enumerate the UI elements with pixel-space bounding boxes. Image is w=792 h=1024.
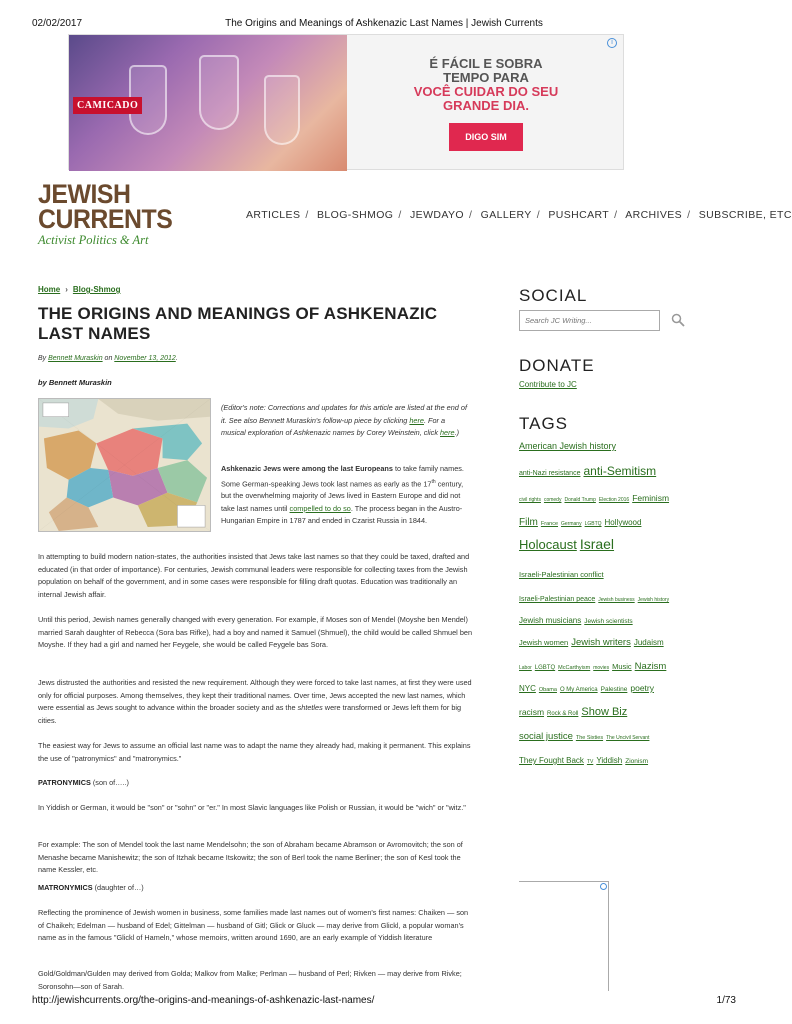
tag-link[interactable]: Nazism <box>634 661 667 672</box>
music-link[interactable]: here <box>440 428 455 437</box>
breadcrumb-home[interactable]: Home <box>38 285 61 294</box>
nav-item-articles[interactable]: ARTICLES <box>246 209 301 221</box>
nav-item-subscribe[interactable]: SUBSCRIBE, ETC <box>698 209 792 221</box>
section-heading-patronymics <box>38 777 474 790</box>
editors-note <box>221 402 468 440</box>
tag-link[interactable]: Hollywood <box>604 518 642 527</box>
byline-end: . <box>175 355 178 362</box>
byline-author-link[interactable]: Bennett Muraskin <box>48 355 103 362</box>
search-icon[interactable] <box>671 313 685 327</box>
tag-link[interactable]: NYC <box>519 684 536 693</box>
print-url: http://jewishcurrents.org/the-origins-and-meanings-of-ashkenazic-last-names/ <box>32 995 375 1006</box>
tag-link[interactable]: Obama <box>538 687 557 693</box>
intro-paragraph <box>221 463 470 528</box>
paragraph-text: Jews distrusted the authorities and resisted the new requirement. Although they were forced to take last names, at first they were used only for official purposes. Among themselves, they kept their traditional names. Over time, Jews accepted the new last names, which were essential as Jews sought to advance within the broader society and as the <box>38 678 472 712</box>
byline-prefix: By <box>38 355 49 362</box>
tag-link[interactable]: racism <box>519 707 545 717</box>
followup-link[interactable]: here <box>409 415 424 425</box>
print-page-number: 1/73 <box>716 995 736 1006</box>
nav-separator: / <box>614 209 618 221</box>
nav-item-pushcart[interactable]: PUSHCART <box>548 209 610 221</box>
tag-row <box>519 564 607 582</box>
tag-link[interactable]: Labor <box>519 665 532 671</box>
nav-item-archives[interactable]: ARCHIVES <box>625 209 683 221</box>
tag-link[interactable]: Jewish women <box>519 638 569 647</box>
social-heading: SOCIAL <box>519 286 588 305</box>
nav-separator: / <box>468 209 473 221</box>
tag-row <box>519 750 651 768</box>
tag-link[interactable]: movies <box>593 665 610 671</box>
section-heading-matronymics <box>38 882 474 895</box>
tag-link[interactable]: Feminism <box>632 493 670 503</box>
breadcrumb <box>38 285 120 294</box>
tag-link[interactable]: The Uncivil Servant <box>606 735 650 741</box>
article-title: THE ORIGINS AND MEANINGS OF ASHKENAZIC LAST NAMES <box>38 304 438 343</box>
tag-link[interactable]: Jewish writers <box>571 637 631 648</box>
tag-link[interactable]: The Sixties <box>575 735 604 741</box>
ad-line: TEMPO PARA <box>443 70 529 85</box>
heading-rest: (daughter of…) <box>92 883 144 892</box>
intro-lead: Ashkenazic Jews were among the last Europeans <box>221 464 393 473</box>
tag-link[interactable]: Show Biz <box>581 706 628 718</box>
tag-link[interactable]: Film <box>519 517 538 528</box>
tag-link[interactable]: LGBTQ <box>534 665 556 671</box>
tag-link[interactable]: Jewish business <box>598 597 635 603</box>
tag-link[interactable]: Rock & Roll <box>547 711 579 717</box>
ad-line: É FÁCIL E SOBRA <box>429 56 543 71</box>
print-page-title: The Origins and Meanings of Ashkenazic Last Names | Jewish Currents <box>225 18 543 29</box>
breadcrumb-section[interactable]: Blog-Shmog <box>72 285 121 294</box>
main-nav <box>246 209 792 221</box>
sidebar-ad[interactable] <box>519 881 609 991</box>
tag-link[interactable]: Holocaust <box>519 537 577 552</box>
tag-row <box>519 536 617 554</box>
ashkenazic-map-image <box>38 398 211 532</box>
tag-link[interactable]: Israeli-Palestinian conflict <box>519 570 604 579</box>
note-text: .) <box>454 428 460 437</box>
byline <box>38 355 178 362</box>
tag-row <box>519 726 652 744</box>
ad-brand-logo: CAMICADO <box>73 97 142 114</box>
intro-sup: th <box>431 478 436 485</box>
tag-row <box>519 632 667 650</box>
tag-link[interactable]: Germany <box>561 521 582 527</box>
tag-link[interactable]: anti-Semitism <box>583 464 657 478</box>
paragraph <box>38 677 474 727</box>
tag-link[interactable]: Zionism <box>625 758 649 765</box>
tag-link[interactable]: Jewish history <box>637 597 670 603</box>
tag-link[interactable]: Election 2016 <box>598 497 630 503</box>
tag-link[interactable]: Donald Trump <box>564 497 596 503</box>
banner-ad[interactable] <box>68 34 624 170</box>
nav-separator: / <box>687 209 691 221</box>
paragraph: For example: The son of Mendel took the last name Mendelsohn; the son of Abraham became Abramson or Avromovitch; the son of Menashe became Manishewitz; the son of Itzhak became Itskowitz; the son of Berl took the name Berliner; the son of Kesl took the name Kessler, etc. <box>38 840 463 874</box>
ad-line: GRANDE DIA. <box>443 98 529 113</box>
tag-link[interactable]: Jewish scientists <box>584 618 633 625</box>
tag-link[interactable]: Palestine <box>600 686 628 693</box>
paragraph: Gold/Goldman/Gulden may derived from Golda; Malkov from Malke; Perlman — husband of Perl; Rivken — may derive from Rivke; Soronsohn—son of Sarah. <box>38 969 462 991</box>
shtetles-term: shtetles <box>297 703 323 712</box>
breadcrumb-arrow-icon: › <box>65 285 68 294</box>
heading-rest: (son of…..) <box>90 778 129 787</box>
tag-link[interactable]: O My America <box>559 687 598 693</box>
tag-row <box>519 436 619 454</box>
nav-item-blog-shmog[interactable]: BLOG-SHMOG <box>317 209 394 221</box>
compelled-link[interactable]: compelled to do so <box>289 503 351 513</box>
nav-item-jewdayo[interactable]: JEWDAYO <box>410 209 464 221</box>
tag-row <box>519 702 630 720</box>
ad-copy <box>347 57 625 113</box>
donate-link[interactable]: Contribute to JC <box>519 380 577 389</box>
adchoices-icon[interactable]: i <box>607 38 617 48</box>
tag-row <box>519 678 657 696</box>
paragraph: The easiest way for Jews to assume an official last name was to adapt the name they already had, making it permanent. This explains the use of "patronymics" and "matronymics." <box>38 741 471 763</box>
intro-text: century, but the overwhelming majority of Jews lived in Eastern Europe and did not take last names until <box>221 478 464 513</box>
tag-link[interactable]: comedy <box>543 497 562 503</box>
ad-cta-button[interactable]: DIGO SIM <box>449 123 523 151</box>
adchoices-icon[interactable] <box>600 883 607 890</box>
tag-link[interactable]: McCarthyism <box>558 665 591 671</box>
tag-link[interactable]: TV <box>586 759 594 765</box>
tag-row <box>519 488 672 506</box>
nav-separator: / <box>305 209 309 221</box>
author-line: by Bennett Muraskin <box>38 378 112 387</box>
tag-link[interactable]: Jewish musicians <box>519 616 582 625</box>
tag-link[interactable]: They Fought Back <box>519 756 584 765</box>
nav-separator: / <box>398 209 402 221</box>
paragraph: Until this period, Jewish names generally changed with every generation. For example, if Moses son of Mendel (Moyshe ben Mendel) married Sarah daughter of Rebecca (Sora bas Rifke), had a boy and named it Samuel (Shmuel), the child would be called Shmuel ben Moyshe. If they had a girl and named her Feygele, she would be called Feygele bas Sora. <box>38 615 473 649</box>
tag-row <box>519 588 672 606</box>
tag-link[interactable]: LGBTQ <box>584 521 602 527</box>
print-date: 02/02/2017 <box>32 18 83 29</box>
tag-row <box>519 656 669 674</box>
tag-link[interactable]: social justice <box>519 731 573 742</box>
nav-separator: / <box>536 209 541 221</box>
donate-heading: DONATE <box>519 356 595 375</box>
note-text: (Editor's note: Corrections and updates for this article are listed at the end of it. See also Bennett Muraskin's follow-up piece by clicking <box>221 403 467 425</box>
intro-text: . The process began in the Austro-Hungarian Empire in 1787 and ended in Czarist Russia in 1844. <box>221 503 463 526</box>
site-logo[interactable] <box>38 179 184 248</box>
tag-row <box>519 462 659 480</box>
byline-date-link[interactable]: November 13, 2012 <box>114 355 176 362</box>
tags-heading: TAGS <box>519 414 569 433</box>
paragraph: In attempting to build modern nation-states, the authorities insisted that Jews take last names so that they could be taxed, drafted and educated (in that order of importance). For centuries, Jewish communal leaders were responsible for collecting taxes from the Jewish population on behalf of the government, and in some cases were responsible for filling draft quotas. Education was traditionally an internal Jewish affair. <box>38 552 470 599</box>
tag-link[interactable]: Israeli-Palestinian peace <box>519 596 596 603</box>
paragraph-text: were transformed or Jews left them for big cities. <box>38 703 462 725</box>
tag-link[interactable]: Yiddish <box>596 756 623 765</box>
ad-photo <box>69 35 347 171</box>
search-input[interactable] <box>519 310 660 331</box>
heading-bold: PATRONYMICS <box>38 778 91 787</box>
nav-item-gallery[interactable]: GALLERY <box>480 209 532 221</box>
heading-bold: MATRONYMICS <box>38 883 93 892</box>
logo-tagline: Activist Politics & Art <box>38 233 149 247</box>
ad-line: VOCÊ CUIDAR DO SEU <box>413 84 559 99</box>
tag-link[interactable]: Judaism <box>633 638 664 647</box>
intro-text: to take family names. Some German-speaking Jews took last names as early as the 17 <box>221 464 464 488</box>
tag-link[interactable]: American Jewish history <box>519 441 617 451</box>
tag-link[interactable]: France <box>540 521 559 527</box>
logo-line-2: CURRENTS <box>38 204 173 234</box>
tag-link[interactable]: Israel <box>579 536 615 552</box>
paragraph: In Yiddish or German, it would be "son" or "sohn" or "er." In most Slavic languages like Polish or Russian, it would be "wich" or "witz." <box>38 803 466 812</box>
tag-link[interactable]: Music <box>612 662 632 671</box>
byline-on: on <box>102 355 115 362</box>
logo-line-1: JEWISH <box>38 179 131 209</box>
tag-row <box>519 512 644 530</box>
paragraph: Reflecting the prominence of Jewish women in business, some families made last names out of women's first names: Chaiken — son of Chaikeh; Edelman — husband of Edel; Gittelman — husband of Gitl; Glick or Gluck — may derive from Glickl, a popular woman's name as in the famous "Glickl of Hameln," whose memoirs, written around 1690, are an early example of Yiddish literature <box>38 908 469 942</box>
tag-row <box>519 610 636 628</box>
tag-link[interactable]: civil rights <box>519 497 541 503</box>
tag-link[interactable]: anti-Nazi resistance <box>519 470 581 477</box>
tag-link[interactable]: poetry <box>630 683 654 693</box>
note-text: . For a musical exploration of Ashkenazic names by Corey Weinstein, click <box>221 415 446 437</box>
